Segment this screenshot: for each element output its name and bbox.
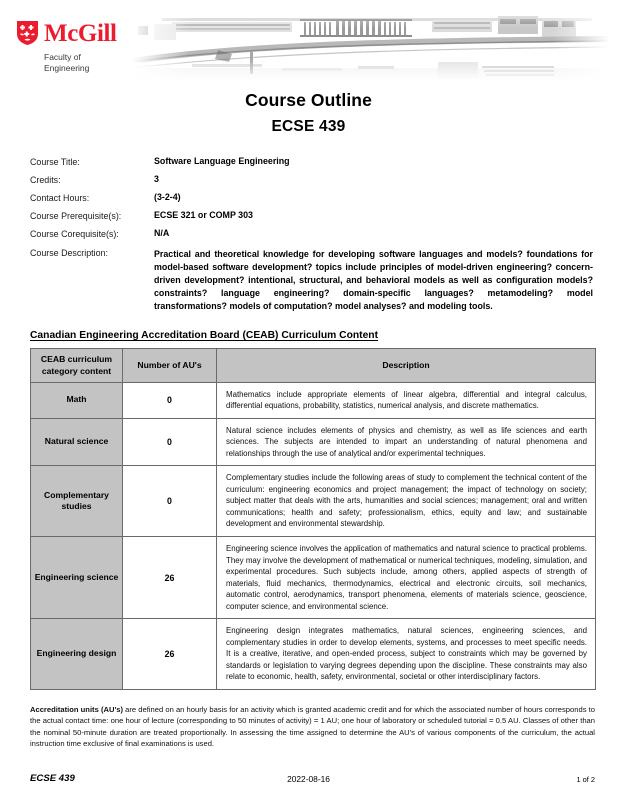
cell-description: Engineering science involves the application of mathematics and natural science to practical problems. They may involve the development of mathematical or numerical techniques, modeling, simulation, and experimental procedures. Such subjects include, among others, applied aspects of strength of materials, fluid mechanics, thermodynamics, electrical and electronic circuits, soil mechanics, automatic control, aerodynamics, transport phenomena, elements of materials science, geoscience, computer science, and environmental science. (217, 537, 596, 619)
faculty-line-1: Faculty of (44, 52, 81, 62)
value-prerequisites: ECSE 321 or COMP 303 (154, 210, 253, 220)
cell-description: Natural science includes elements of physics and chemistry, as well as life sciences and earth sciences. The subjects are intended to impart an understanding of natural phenomena and relationships through the use of analytical and/or experimental techniques. (217, 418, 596, 466)
info-row-prerequisites (30, 210, 595, 221)
faculty-line-2: Engineering (44, 62, 90, 73)
label-contact-hours: Contact Hours: (30, 192, 90, 203)
cell-category: Complementary studies (31, 466, 123, 537)
cell-au: 0 (123, 418, 217, 466)
footnote-body: are defined on an hourly basis for an activity which is granted academic credit and for which the associated number of hours corresponds to the actual contact time: one hour of lecture (corresponding to 50 minutes of activity) = 1 AU; one hour of laboratory or scheduled tutorial = 0.5 AU. Classes of other than the nominal 50-minute duration are treated proportionally. In assessing the time assigned to determine the AU's of various components of the curriculum, the actual instruction time exclusive of final examinations is used. (30, 704, 595, 749)
building-photo-banner (132, 6, 610, 80)
ceab-table-container (30, 348, 595, 690)
accreditation-footnote (30, 704, 595, 750)
course-code-title: ECSE 439 (271, 118, 346, 135)
cell-category: Natural science (31, 418, 123, 466)
column-header-category: CEAB curriculum category content (31, 349, 123, 382)
info-row-contact-hours (30, 192, 595, 203)
cell-au: 0 (123, 382, 217, 418)
cell-category: Engineering design (31, 619, 123, 690)
course-info-block (30, 156, 595, 313)
ceab-section-heading: Canadian Engineering Accreditation Board (CEAB) Curriculum Content (30, 330, 379, 342)
footer-date: 2022-08-16 (287, 774, 330, 784)
info-row-course-title (30, 156, 595, 167)
value-credits: 3 (154, 174, 159, 184)
cell-au: 0 (123, 466, 217, 537)
cell-au: 26 (123, 619, 217, 690)
value-corequisites: N/A (154, 228, 170, 238)
mcgill-wordmark: McGill (44, 19, 117, 47)
table-row (31, 466, 596, 537)
label-credits: Credits: (30, 174, 61, 185)
cell-description: Mathematics include appropriate elements of linear algebra, differential and integral calculus, differential equations, probability, statistics, numerical analysis, and discrete mathematics. (217, 382, 596, 418)
mcgill-shield-icon (16, 20, 39, 46)
cell-au: 26 (123, 537, 217, 619)
page-footer (0, 773, 617, 787)
table-row (31, 418, 596, 466)
cell-category: Engineering science (31, 537, 123, 619)
table-row (31, 619, 596, 690)
label-corequisites: Course Corequisite(s): (30, 228, 119, 239)
column-header-description: Description (217, 349, 596, 382)
cell-description: Complementary studies include the following areas of study to complement the technical content of the curriculum: engineering economics and project management; the impact of technology on society; subject matter that deals with the arts, humanities and social sciences; management; oral and written communications; health and safety; professionalism, ethics, equity and law; and sustainable development and environmental stewardship. (217, 466, 596, 537)
footer-page-number: 1 of 2 (576, 775, 595, 784)
cell-category: Math (31, 382, 123, 418)
value-contact-hours: (3-2-4) (154, 192, 181, 202)
info-row-corequisites (30, 228, 595, 239)
info-row-course-description (30, 248, 595, 314)
label-prerequisites: Course Prerequisite(s): (30, 210, 122, 221)
table-row (31, 382, 596, 418)
info-row-credits (30, 174, 595, 185)
table-row (31, 537, 596, 619)
column-header-au: Number of AU's (123, 349, 217, 382)
footnote-lead: Accreditation units (AU's) (30, 704, 124, 714)
page-title: Course Outline (245, 90, 372, 110)
value-course-description: Practical and theoretical knowledge for developing software languages and models? foundations for model-based software development? topics include principles of model-driven engineering? concern-driven development? intentional, structural, and behavioral models as well as configuration models? constraints? language engineering? domain-specific languages? metamodeling? model transformations? models of computation? model analyses? and modeling tools. (154, 248, 593, 312)
faculty-name (44, 52, 128, 74)
ceab-curriculum-table (30, 348, 596, 690)
value-course-title: Software Language Engineering (154, 156, 290, 166)
document-header (0, 0, 617, 84)
label-course-description: Course Description: (30, 248, 108, 258)
table-header-row (31, 349, 596, 382)
mcgill-logo (16, 20, 128, 74)
label-course-title: Course Title: (30, 156, 80, 167)
footer-course-code: ECSE 439 (30, 773, 75, 784)
cell-description: Engineering design integrates mathematics, natural sciences, engineering sciences, and complementary studies in order to develop elements, systems, and processes to meet specific needs. It is a creative, iterative, and open-ended process, subject to constraints which may be governed by standards or legislation to varying degrees depending upon the discipline. These constraints may also relate to economic, health, safety, environmental, societal or other interdisciplinary factors. (217, 619, 596, 690)
